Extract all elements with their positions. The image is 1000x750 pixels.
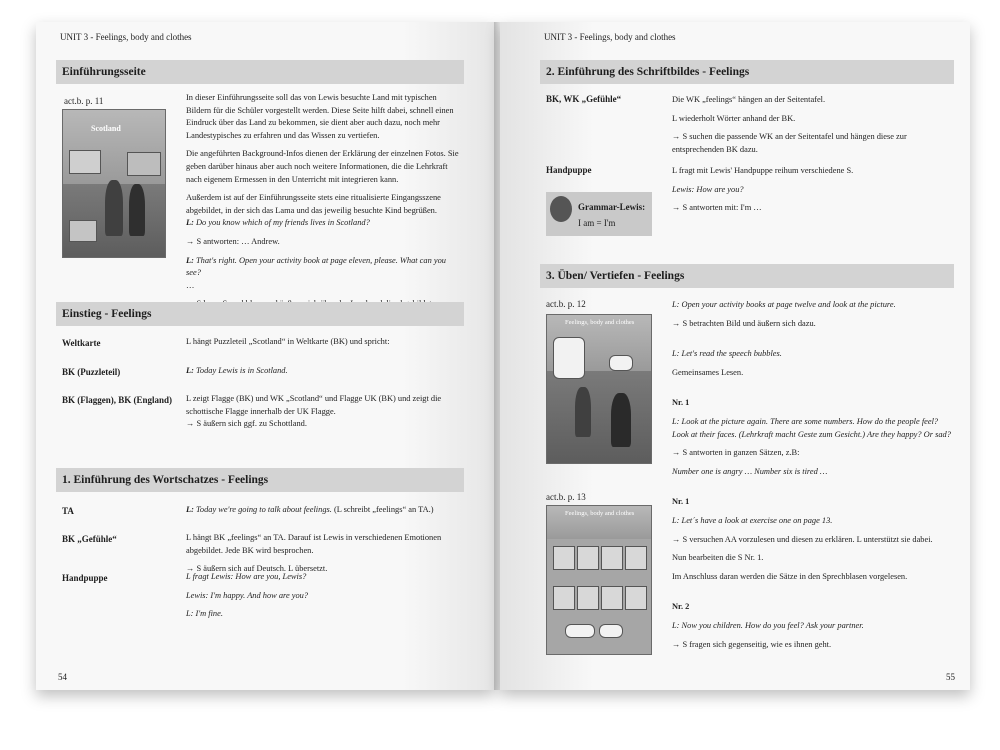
intro-paragraph-2: Die angeführten Background-Infos dienen der Erklärung der einzelnen Fotos. Sie geben darüber hinaus aber auch noch weitere Informationen, die die Lehrkraft nach eigenem Ermessen in den Unterricht mit integrieren kann. [186, 149, 459, 184]
row-text [672, 94, 952, 156]
section-heading-ueben: 3. Üben/ Vertiefen - Feelings [540, 264, 954, 288]
face-cell [577, 586, 599, 610]
face-cell [601, 546, 623, 570]
thumbnail-title: Feelings, body and clothes [565, 319, 635, 326]
activity-book-ref: act.b. p. 13 [546, 492, 586, 502]
row-paragraph: → S antworten mit: I'm … [672, 203, 762, 213]
example-line: Number one is angry … Number six is tired … [672, 466, 828, 476]
child-figure [575, 387, 591, 437]
speech-bubble [553, 337, 585, 379]
dialogue-line: Lewis: I'm happy. And how are you? [186, 590, 309, 600]
row-paragraph: L zeigt Flagge (BK) und WK „Scotland“ und Flagge UK (BK) und zeigt die schottische Flagge innerhalb der UK Flagge. [186, 394, 442, 416]
face-cell [601, 586, 623, 610]
intro-paragraph-1: In dieser Einführungsseite soll das von Lewis besuchte Land mit typischen Bildern für die Schüler vorgestellt werden. Diese Seite hilft dabei, schnell einen Eindruck über das Land zu bekommen, sie dient aber auch dazu, noch mehr Landestypisches zu erfahren und das Wissen zu vertiefen. [186, 93, 454, 140]
row-paragraph: Die WK „feelings“ hängen an der Seitentafel. [672, 95, 826, 104]
row-paragraph: L fragt mit Lewis' Handpuppe reihum verschiedene S. [672, 166, 854, 175]
activity-book-ref: act.b. p. 11 [64, 96, 104, 106]
dialogue-text: Today we're going to talk about feelings. [196, 505, 332, 514]
dialogue-text: Do you know which of my friends lives in Scotland? [196, 218, 370, 228]
intro-text [186, 92, 462, 324]
row-text [186, 532, 462, 576]
face-cell [625, 546, 647, 570]
lewis-icon [550, 196, 572, 222]
speech-bubble [599, 624, 623, 638]
photo-frame [69, 220, 97, 242]
grammar-title: Grammar-Lewis: [578, 202, 646, 212]
face-cell [577, 546, 599, 570]
activity-book-thumbnail [546, 314, 652, 464]
row-text [186, 365, 462, 378]
section-heading-einstieg: Einstieg - Feelings [56, 302, 464, 326]
grammar-text: I am = I'm [578, 218, 616, 228]
note-text: (L schreibt „feelings“ an TA.) [333, 505, 434, 514]
speech-bubble [609, 355, 633, 371]
speaker-label: L: [186, 505, 194, 514]
dialogue-line: L: Open your activity books at page twelve and look at the picture. [672, 300, 896, 309]
answer-line: → S fragen sich gegenseitig, wie es ihnen geht. [672, 639, 832, 649]
answer-line: → S versuchen AA vorzulesen und diesen zu erklären. L unterstützt sie dabei. [672, 534, 933, 544]
row-text [186, 504, 462, 517]
page-number: 55 [946, 672, 955, 682]
row-text [186, 393, 462, 431]
dialogue-line: Lewis: How are you? [672, 184, 744, 194]
activity-book-thumbnail [546, 505, 652, 655]
row-label: BK, WK „Gefühle“ [546, 94, 622, 104]
thumbnail-title: Feelings, body and clothes [565, 510, 635, 517]
row-paragraph: L hängt BK „feelings“ an TA. Darauf ist Lewis in verschiedenen Emotionen abgebildet. Jede BK wird besprochen. [186, 533, 442, 555]
running-head: UNIT 3 - Feelings, body and clothes [544, 32, 676, 42]
dialogue-line: L: Look at the picture again. There are some numbers. How do the people feel? Look at their faces. (Lehrkraft macht Geste zum Gesicht.) Are they happy? Or sad? [672, 416, 951, 439]
speech-bubble [565, 624, 595, 638]
left-page [36, 22, 494, 690]
row-paragraph: → S suchen die passende WK an der Seitentafel und hängen diese zur entsprechenden BK dazu. [672, 132, 907, 154]
row-paragraph: → S äußern sich auf Deutsch. L übersetzt. [186, 564, 328, 574]
row-paragraph: L wiederholt Wörter anhand der BK. [672, 113, 796, 123]
dialogue-line: L: Let's read the speech bubbles. [672, 349, 782, 359]
activity-book-thumbnail [62, 109, 166, 258]
intro-paragraph-3: Außerdem ist auf der Einführungsseite stets eine ritualisierte Eingangsszene abgebildet, in der sich das Lama und das jeweilig besuchte Kind begrüßen. [186, 193, 441, 215]
right-page [500, 22, 970, 690]
row-label: BK (Puzzleteil) [62, 367, 121, 377]
dialogue-text: Today Lewis is in Scotland. [196, 366, 288, 375]
dialogue-line: L: I'm fine. [186, 609, 223, 619]
exercise-number: Nr. 1 [672, 398, 690, 408]
row-label: Weltkarte [62, 338, 101, 348]
photo-frame [127, 152, 161, 176]
photo-frame [69, 150, 101, 174]
speaker-label: L: [186, 366, 194, 375]
grammar-lewis-box [546, 192, 652, 236]
dialogue-line [186, 255, 462, 280]
row-label: Handpuppe [62, 573, 108, 583]
dialogue-line: L: Now you children. How do you feel? Ask your partner. [672, 620, 864, 630]
thumbnail-title: Scotland [91, 124, 121, 133]
page-number: 54 [58, 672, 67, 682]
row-label: BK (Flaggen), BK (England) [62, 395, 173, 405]
dialogue-text: That's right. Open your activity book at page eleven, please. What can you see? [186, 255, 446, 278]
dialogue-line: L: Let´s have a look at exercise one on page 13. [672, 515, 833, 525]
speaker-label: L: [186, 255, 194, 265]
section-heading-intro: Einführungsseite [56, 60, 464, 84]
row-text: L hängt Puzzleteil „Scotland“ in Weltkarte (BK) und spricht: [186, 337, 390, 346]
running-head: UNIT 3 - Feelings, body and clothes [60, 32, 192, 42]
exercise-number: Nr. 1 [672, 497, 690, 507]
row-text [186, 571, 462, 621]
child-figure [129, 184, 145, 236]
row-paragraph: → S äußern sich ggf. zu Schottland. [186, 419, 307, 429]
answer-line: → S antworten in ganzen Sätzen, z.B: [672, 448, 800, 458]
row-paragraph: Gemeinsames Lesen. [672, 367, 744, 377]
answer-line: → S antworten: … Andrew. [186, 236, 280, 246]
row-paragraph: Nun bearbeiten die S Nr. 1. [672, 553, 764, 563]
section-heading-schriftbild: 2. Einführung des Schriftbildes - Feelings [540, 60, 954, 84]
ellipsis: … [186, 280, 195, 290]
row-label: TA [62, 506, 74, 516]
face-cell [553, 586, 575, 610]
row-text [672, 165, 952, 215]
ueben-text [672, 299, 956, 651]
row-label: BK „Gefühle“ [62, 534, 117, 544]
dialogue-line: L fragt Lewis: How are you, Lewis? [186, 572, 307, 581]
activity-book-ref: act.b. p. 12 [546, 299, 586, 309]
face-cell [553, 546, 575, 570]
dialogue-line [186, 217, 462, 230]
section-heading-wortschatz: 1. Einführung des Wortschatzes - Feelings [56, 468, 464, 492]
exercise-number: Nr. 2 [672, 602, 690, 612]
child-figure [611, 393, 631, 447]
llama-figure [105, 180, 123, 236]
answer-line: → S betrachten Bild und äußern sich dazu. [672, 318, 816, 328]
row-paragraph: Im Anschluss daran werden die Sätze in den Sprechblasen vorgelesen. [672, 571, 908, 581]
speaker-label: L: [186, 218, 194, 228]
row-label: Handpuppe [546, 165, 592, 175]
face-cell [625, 586, 647, 610]
